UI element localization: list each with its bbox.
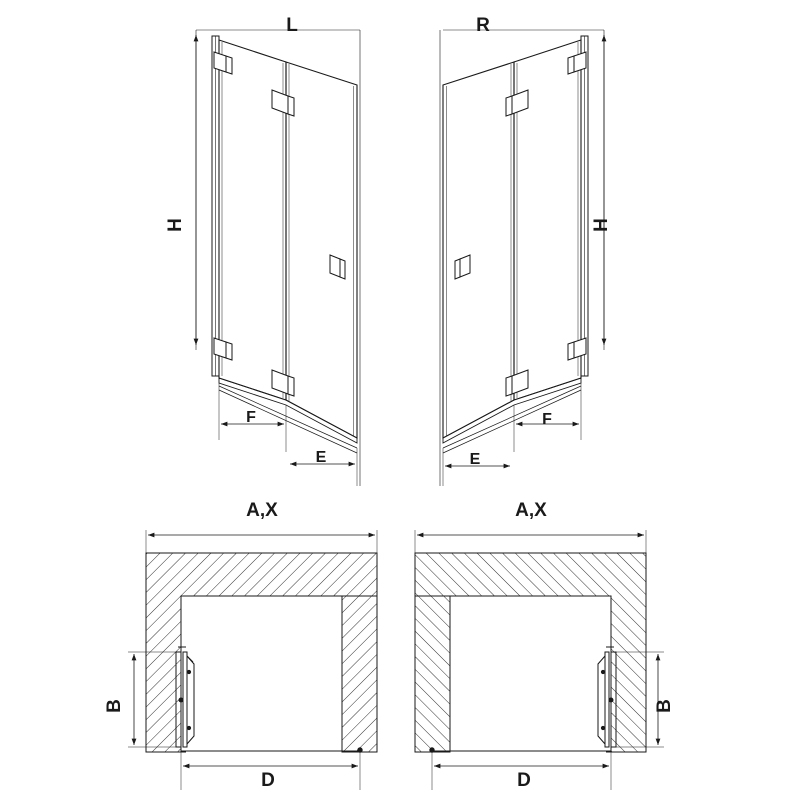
dim-label-AX-plan-left: A,X <box>246 500 278 521</box>
dim-label-E-right: E <box>469 451 481 468</box>
dim-label-H-left: H <box>165 218 186 232</box>
dim-label-F-right: F <box>542 411 552 428</box>
elevation-left-geometry <box>196 30 360 486</box>
elevation-right-geometry <box>440 30 604 486</box>
dim-label-B-plan-left: B <box>104 699 125 713</box>
dim-label-F-left: F <box>246 409 256 426</box>
dim-label-B-plan-right: B <box>654 699 675 713</box>
dim-label-D-plan-right: D <box>517 770 531 791</box>
dim-label-E-left: E <box>315 449 327 466</box>
dim-label-H-right: H <box>591 218 612 232</box>
plan-left-geometry <box>128 530 377 790</box>
dim-label-AX-plan-right: A,X <box>515 500 547 521</box>
view-label-R: R <box>476 15 490 36</box>
dim-label-D-plan-left: D <box>261 770 275 791</box>
plan-right-geometry <box>415 530 664 790</box>
dimension-labels <box>104 15 675 791</box>
view-label-L: L <box>286 15 298 36</box>
